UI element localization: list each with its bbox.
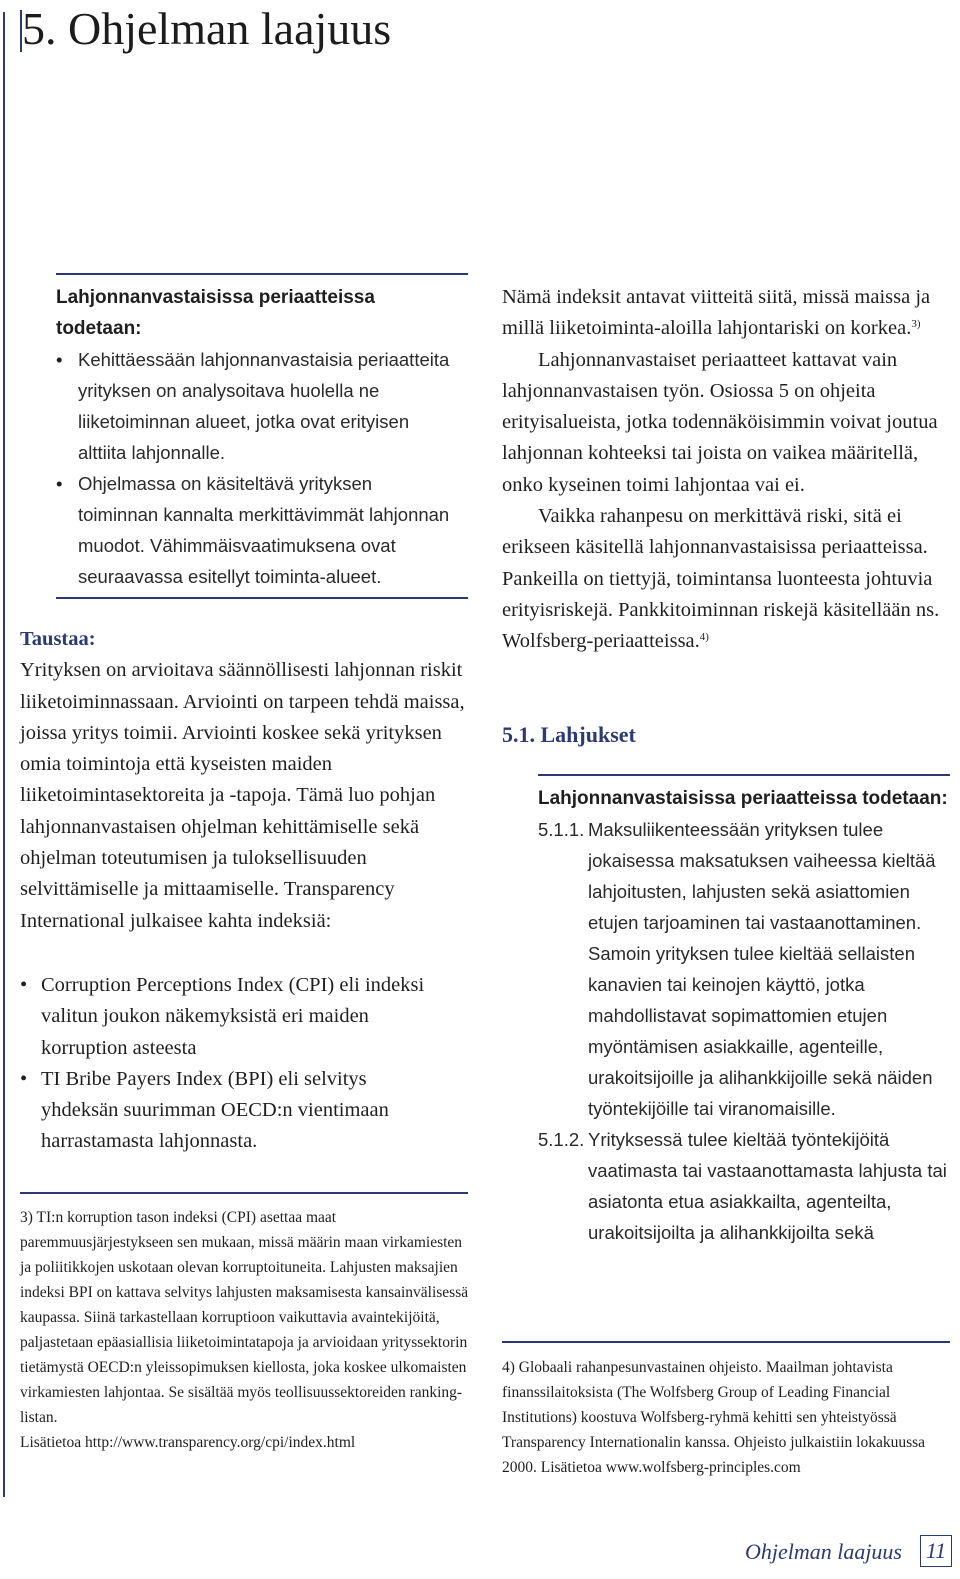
page-title: 5. Ohjelman laajuus <box>22 3 392 54</box>
right-paragraph-1: Nämä indeksit antavat viitteitä siitä, missä maissa ja millä liiketoiminta-aloilla lahjontariski on korkea.$^{3)}$ <box>502 286 931 340</box>
right-paragraph-3: Vaikka rahanpesu on merkittävä riski, sitä ei erikseen käsitellä lahjonnanvastaisissa periaatteissa. Pankeilla on tiettyjä, toimintansa luonteesta johtuvia erityisriskejä. Pankkitoiminnan riskejä käsitellään ns. Wolfsberg-periaatteissa.$^{4)}$ <box>502 505 940 653</box>
taustaa-heading: Taustaa: <box>20 628 96 650</box>
section-heading: 5.1. Lahjukset <box>502 722 636 747</box>
item-text: Maksuliikenteessään yrityksen tulee jokaisessa maksatuksen vaiheessa kieltää lahjoitusten, lahjusten sekä asiattomien etujen tarjoaminen tai vastaanottaminen. Samoin yrityksen tulee kieltää sellaisten kanavien tai keinojen käyttö, jotka mahdollistavat sopimattomien etujen myöntämisen asiakkaille, agenteille, urakoitsijoille ja alihankkijoille sekä näiden työntekijöille tai viranomaisille. <box>588 819 936 1119</box>
footnote-ref-4: 4) <box>699 631 709 644</box>
numbered-item <box>538 814 952 1124</box>
left-box-title: Lahjonnanvastaisissa periaatteissa todetaan: <box>56 287 375 339</box>
list-item: • Kehittäessään lahjonnanvastaisia periaatteita yrityksen on analysoitava huolella ne liiketoiminnan alueet, jotka ovat erityisen alttiita lahjonnalle. <box>56 344 456 468</box>
left-margin-rule <box>3 12 5 1497</box>
right-numbered-list <box>538 814 952 1248</box>
taustaa-text: Yrityksen on arvioitava säännöllisesti lahjonnan riskit liiketoiminnassaan. Arviointi on tarpeen tehdä maissa, joissa yritys toimii. Arviointi koskee sekä yrityksen omia toimintoja että kyseisten maiden liiketoimintasektoreita ja -tapoja. Tämä luo pohjan lahjonnanvastaisen ohjelman kehittämiselle sekä ohjelman toteutumisen ja tuloksellisuuden selvittämiselle ja mittaamiselle. Transparency International julkaisee kahta indeksiä: <box>20 659 465 932</box>
item-number: 5.1.2. <box>538 1129 585 1150</box>
running-footer: Ohjelman laajuus <box>744 1539 902 1564</box>
left-box-list <box>56 344 456 592</box>
item-number: 5.1.1. <box>538 819 585 840</box>
left-footnote-rule <box>20 1192 468 1194</box>
footnote-3-link: Lisätietoa http://www.transparency.org/cpi/index.html <box>20 1434 356 1451</box>
footnote-ref-3: 3) <box>911 318 921 331</box>
right-intro <box>502 282 948 658</box>
right-box-top-rule <box>538 774 950 776</box>
list-item: • Ohjelmassa on käsiteltävä yrityksen toiminnan kannalta merkittävimmät lahjonnan muodot. Vähimmäisvaatimuksena ovat seuraavassa esitellyt toiminta-alueet. <box>56 468 456 592</box>
footnote-4 <box>502 1355 952 1480</box>
right-paragraph-2: Lahjonnanvastaiset periaatteet kattavat vain lahjonnanvastaisen työn. Osiossa 5 on ohjeita erityisalueista, jotka todennäköisimmin voivat joutua lahjonnan kohteeksi tai joista on vaikea määritellä, onko kyseinen toimi lahjontaa vai ei. <box>502 348 938 496</box>
right-box-title: Lahjonnanvastaisissa periaatteissa todetaan: <box>538 788 948 809</box>
left-box-bottom-rule <box>56 597 468 599</box>
numbered-item <box>538 1124 952 1248</box>
list-item: • TI Bribe Payers Index (BPI) eli selvitys yhdeksän suurimman OECD:n vientimaan harrastamasta lahjonnasta. <box>20 1064 440 1158</box>
item-text: Yrityksessä tulee kieltää työntekijöitä vaatimasta tai vastaanottamasta lahjusta tai asiatonta etua asiakkailta, agenteilta, urakoitsijoilta ja alihankkijoilta sekä <box>588 1129 947 1243</box>
indices-list <box>20 970 440 1158</box>
left-principles-box <box>56 282 456 592</box>
list-item: • Corruption Perceptions Index (CPI) eli indeksi valitun joukon näkemyksistä eri maiden korruption asteesta <box>20 970 440 1064</box>
page-number: 11 <box>920 1535 952 1567</box>
right-principles-box <box>538 783 952 1248</box>
footnote-3-text: 3) TI:n korruption tason indeksi (CPI) asettaa maat paremmuusjärjestykseen sen mukaan, missä määrin maan virkamiesten ja poliitikkojen uskotaan olevan korruptoituneita. Lahjusten maksajien indeksi BPI on kattava selvitys lahjusten maksamisesta kansainvälisessä kaupassa. Siinä tarkastellaan korruptioon vaikuttavia avaintekijöitä, paljastetaan epäasiallisia liiketoimintatapoja ja arvioidaan yrityssektorin tietämystä OECD:n yleissopimuksen kiellosta, joka koskee ulkomaisten virkamiesten lahjontaa. Se sisältää myös teollisuussektoreiden ranking-listan. <box>20 1209 469 1426</box>
footnote-3 <box>20 1205 470 1455</box>
right-footnote-rule <box>502 1341 950 1343</box>
taustaa-section <box>20 624 468 937</box>
footnote-4-text: 4) Globaali rahanpesunvastainen ohjeisto. Maailman johtavista finanssilaitoksista (The Wolfsberg Group of Leading Financial Institutions) koostuva Wolfsberg-ryhmä kehitti sen yhteistyössä Transparency Internationalin kanssa. Ohjeisto julkaistiin lokakuussa 2000. Lisätietoa www.wolfsberg-principles.com <box>502 1359 926 1476</box>
left-box-top-rule <box>56 273 468 275</box>
